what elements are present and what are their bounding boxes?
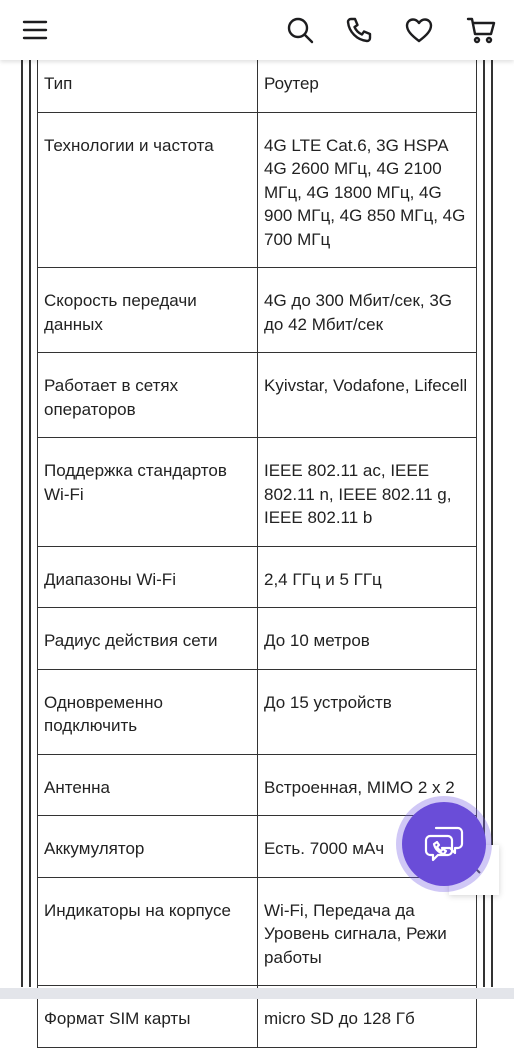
side-line-left (21, 60, 23, 987)
chat-bubbles-icon (422, 824, 466, 864)
spec-value: Есть. 7000 мАч (258, 816, 477, 878)
spec-value: Роутер (258, 51, 477, 113)
header-bar (0, 0, 514, 60)
spec-label: Скорость передачи данных (38, 268, 258, 353)
spec-row (38, 268, 477, 353)
spec-value: До 15 устройств (258, 669, 477, 754)
spec-row (38, 754, 477, 816)
hamburger-icon[interactable] (17, 12, 53, 48)
spec-value: 4G LTE Cat.6, 3G HSPA 4G 2600 МГц, 4G 2100 МГц, 4G 1800 МГц, 4G 900 МГц, 4G 850 МГц, 4G 700 МГц (258, 112, 477, 268)
spec-label: Диапазоны Wi-Fi (38, 546, 258, 608)
spec-value: IEEE 802.11 ac, IEEE 802.11 n, IEEE 802.11 g, IEEE 802.11 b (258, 438, 477, 547)
chat-button[interactable] (402, 802, 486, 886)
spec-value: Kyivstar, Vodafone, Lifecell (258, 353, 477, 438)
search-icon[interactable] (282, 12, 318, 48)
spec-row (38, 112, 477, 268)
spec-row (38, 353, 477, 438)
spec-value: 2,4 ГГц и 5 ГГц (258, 546, 477, 608)
spec-label: Тип (38, 51, 258, 113)
spec-row (38, 608, 477, 670)
spec-label: Формат SIM карты (38, 986, 258, 1048)
specs-table (37, 50, 476, 1048)
spec-value: Встроенная, MIMO 2 х 2 (258, 754, 477, 816)
spec-label: Аккумулятор (38, 816, 258, 878)
side-line-left-inner (29, 60, 31, 987)
spec-value: До 10 метров (258, 608, 477, 670)
spec-label: Одновременно подключить (38, 669, 258, 754)
spec-label: Технологии и частота (38, 112, 258, 268)
spec-label: Антенна (38, 754, 258, 816)
spec-row (38, 877, 477, 986)
spec-label: Радиус действия сети (38, 608, 258, 670)
spec-row (38, 438, 477, 547)
spec-label: Индикаторы на корпусе (38, 877, 258, 986)
spec-label: Поддержка стандартов Wi-Fi (38, 438, 258, 547)
spec-value: 4G до 300 Мбит/сек, 3G до 42 Мбит/сек (258, 268, 477, 353)
cart-icon[interactable] (463, 12, 499, 48)
heart-icon[interactable] (401, 12, 437, 48)
spec-label: Работает в сетях операторов (38, 353, 258, 438)
spec-row (38, 669, 477, 754)
spec-row (38, 546, 477, 608)
spec-value: micro SD до 128 Гб (258, 986, 477, 1048)
bottom-bar (0, 988, 514, 999)
spec-value: Wi-Fi, Передача да Уровень сигнала, Режи работы (258, 877, 477, 986)
phone-icon[interactable] (341, 12, 377, 48)
